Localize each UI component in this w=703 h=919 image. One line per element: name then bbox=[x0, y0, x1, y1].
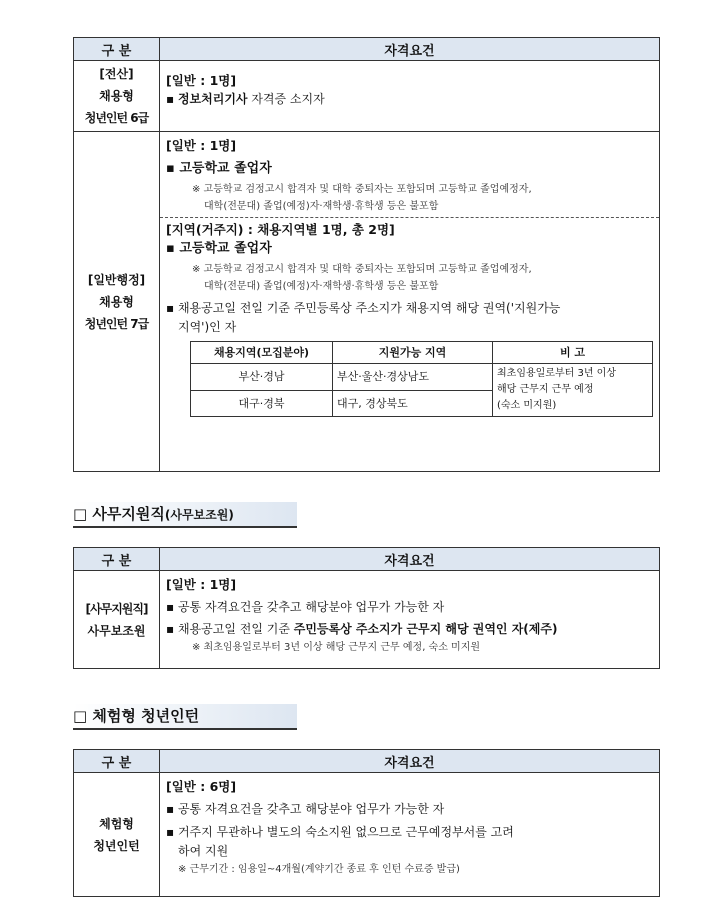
header-requirements: 자격요건 bbox=[160, 38, 660, 61]
region-table bbox=[190, 341, 653, 417]
category-line: 청년인턴 6급 bbox=[84, 111, 149, 125]
note-line: 대학(전문대) 졸업(예정)자·재학생·휴학생 등은 불포함 bbox=[204, 201, 439, 212]
header-category: 구 분 bbox=[74, 38, 160, 61]
bullet-item: ▪ 공통 자격요건을 갖추고 해당분야 업무가 가능한 자 bbox=[166, 598, 653, 617]
category-line: 청년인턴 bbox=[93, 838, 140, 853]
table-header bbox=[74, 548, 660, 571]
recruit-count: [일반 : 1명] bbox=[166, 577, 237, 592]
category-line: 채용형 bbox=[99, 89, 134, 103]
section-title: 사무지원직 bbox=[87, 505, 165, 523]
category-line: 사무보조원 bbox=[87, 623, 146, 638]
category-cell bbox=[74, 61, 160, 132]
table-header bbox=[74, 750, 660, 773]
bullet-item: ▪ 거주지 무관하나 별도의 숙소지원 없으므로 근무예정부서를 고려 bbox=[166, 823, 653, 842]
requirements-cell bbox=[160, 571, 660, 669]
table-row bbox=[74, 132, 660, 472]
category-line: 청년인턴 7급 bbox=[84, 316, 149, 331]
bullet-item: ▪ 고등학교 졸업자 bbox=[166, 159, 653, 178]
note-line: ※ 최초임용일로부터 3년 이상 해당 근무지 근무 예정, 숙소 미지원 bbox=[192, 642, 481, 653]
table-header bbox=[74, 38, 660, 61]
divider bbox=[160, 217, 659, 218]
note-line: ※ 고등학교 검정고시 합격자 및 대학 중퇴자는 포함되며 고등학교 졸업예정자, bbox=[192, 184, 532, 195]
remarks-header: 비 고 bbox=[493, 342, 653, 364]
region-cell: 부산·경남 bbox=[191, 364, 333, 391]
bullet-item: ▪ 채용공고일 전일 기준 주민등록상 주소지가 채용지역 해당 권역('지원가능 bbox=[166, 299, 653, 318]
table-row bbox=[191, 364, 653, 391]
remarks-line: (숙소 미지원) bbox=[497, 400, 557, 411]
header-category: 구 분 bbox=[74, 548, 160, 571]
remarks-cell bbox=[493, 364, 653, 417]
bullet-bold: 주민등록상 주소지가 근무지 해당 권역인 자(제주) bbox=[293, 622, 558, 636]
available-area-header: 지원가능 지역 bbox=[333, 342, 493, 364]
recruit-count: [일반 : 1명] bbox=[166, 73, 237, 88]
category-line: [전산] bbox=[99, 67, 134, 81]
category-cell bbox=[74, 132, 160, 472]
header-requirements: 자격요건 bbox=[160, 548, 660, 571]
recruit-count: [일반 : 1명] bbox=[166, 138, 237, 153]
bullet-continuation: 하여 지원 bbox=[178, 844, 229, 858]
category-line: [일반행정] bbox=[87, 272, 146, 287]
remarks-line: 최초임용일로부터 3년 이상 bbox=[497, 368, 616, 379]
bullet-item: ▪ 고등학교 졸업자 bbox=[166, 239, 653, 258]
qualification-table-3 bbox=[73, 749, 660, 897]
table-row bbox=[74, 61, 660, 132]
note-line: 대학(전문대) 졸업(예정)자·재학생·휴학생 등은 불포함 bbox=[204, 281, 439, 292]
bullet-bold: 정보처리기사 bbox=[177, 92, 248, 106]
region-table-header bbox=[191, 342, 653, 364]
bullet-text: 채용공고일 전일 기준 bbox=[177, 622, 294, 636]
recruit-count: [지역(거주지) : 채용지역별 1명, 총 2명] bbox=[166, 222, 395, 237]
bullet-item: ▪ 공통 자격요건을 갖추고 해당분야 업무가 가능한 자 bbox=[166, 800, 653, 819]
section-heading-office-support bbox=[73, 502, 297, 528]
bullet-continuation: 지역')인 자 bbox=[178, 320, 237, 334]
category-cell bbox=[74, 571, 160, 669]
available-area-cell: 부산·울산·경상남도 bbox=[333, 364, 493, 391]
bullet-text: 자격증 소지자 bbox=[247, 92, 325, 106]
checkbox-icon: □ bbox=[73, 707, 88, 725]
region-header: 채용지역(모집분야) bbox=[191, 342, 333, 364]
section-title: 체험형 청년인턴 bbox=[87, 707, 200, 725]
bullet-item bbox=[166, 620, 653, 639]
note-line: ※ 근무기간 : 임용일~4개월(계약기간 종료 후 인턴 수료증 발급) bbox=[178, 864, 460, 875]
section-heading-intern bbox=[73, 704, 297, 730]
checkbox-icon: □ bbox=[73, 505, 88, 523]
category-line: [사무지원직] bbox=[85, 601, 148, 616]
qualification-table-2 bbox=[73, 547, 660, 669]
table-row bbox=[74, 571, 660, 669]
requirements-cell bbox=[160, 773, 660, 897]
table-row bbox=[74, 773, 660, 897]
header-requirements: 자격요건 bbox=[160, 750, 660, 773]
category-cell bbox=[74, 773, 160, 897]
region-cell: 대구·경북 bbox=[191, 390, 333, 417]
requirements-cell bbox=[160, 61, 660, 132]
category-line: 채용형 bbox=[99, 294, 134, 309]
requirements-cell bbox=[160, 132, 660, 472]
qualification-table-1 bbox=[73, 37, 660, 472]
remarks-line: 해당 근무지 근무 예정 bbox=[497, 384, 594, 395]
available-area-cell: 대구, 경상북도 bbox=[333, 390, 493, 417]
category-line: 체험형 bbox=[99, 816, 134, 831]
header-category: 구 분 bbox=[74, 750, 160, 773]
section-subtitle: (사무보조원) bbox=[164, 508, 234, 522]
recruit-count: [일반 : 6명] bbox=[166, 779, 237, 794]
note-line: ※ 고등학교 검정고시 합격자 및 대학 중퇴자는 포함되며 고등학교 졸업예정자, bbox=[192, 264, 532, 275]
bullet-item bbox=[166, 90, 653, 109]
